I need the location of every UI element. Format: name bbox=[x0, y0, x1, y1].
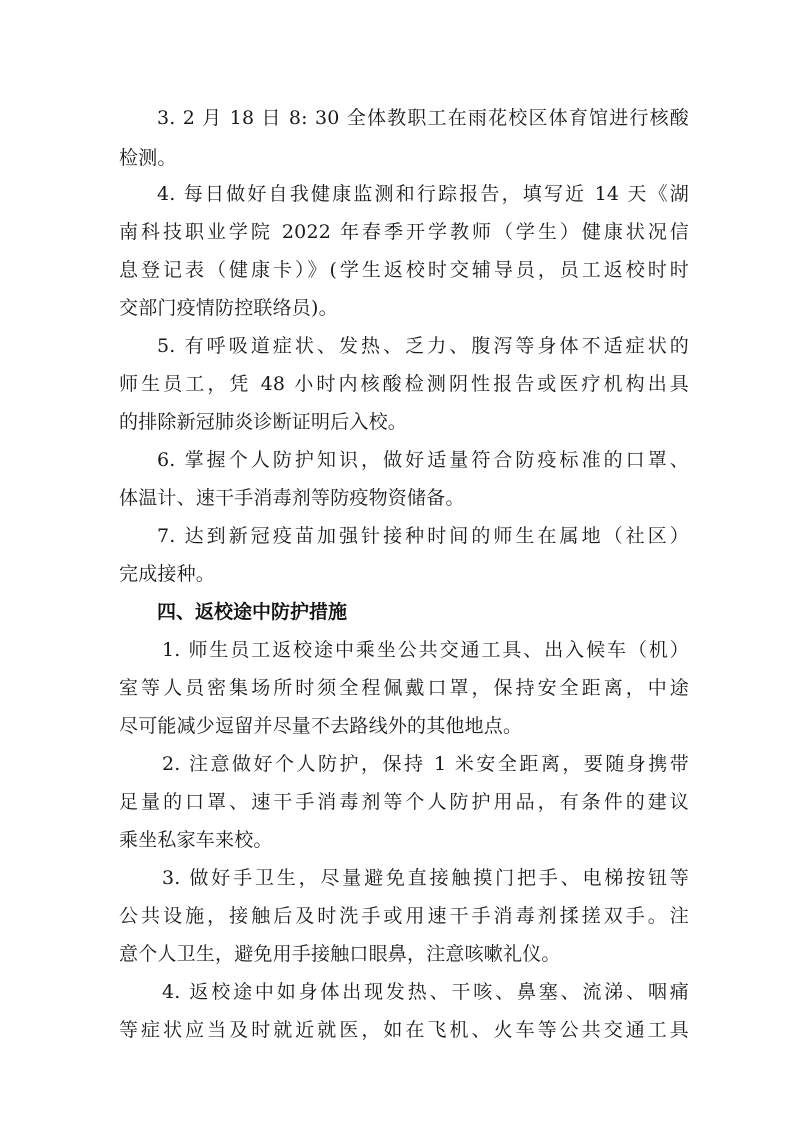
text-line: 体温计、速干手消毒剂等防疫物资储备。 bbox=[119, 487, 465, 509]
text-line: 尽可能减少逗留并尽量不去路线外的其他地点。 bbox=[119, 715, 523, 737]
text-line: 7. 达到新冠疫苗加强针接种时间的师生在属地（社区） bbox=[157, 525, 689, 547]
text-line: 乘坐私家车来校。 bbox=[119, 829, 273, 851]
text-line: 交部门疫情防控联络员)。 bbox=[119, 297, 338, 319]
text-line: 师生员工，凭 48 小时内核酸检测阴性报告或医疗机构出具 bbox=[119, 373, 689, 395]
text-line: 3. 做好手卫生，尽量避免直接触摸门把手、电梯按钮等 bbox=[162, 867, 689, 889]
text-line: 4. 每日做好自我健康监测和行踪报告，填写近 14 天《湖 bbox=[157, 183, 689, 205]
text-line: 南科技职业学院 2022 年春季开学教师（学生）健康状况信 bbox=[119, 221, 689, 243]
text-line: 完成接种。 bbox=[119, 563, 216, 585]
text-line: 等症状应当及时就近就医，如在飞机、火车等公共交通工具 bbox=[119, 1019, 689, 1041]
text-line: 息登记表（健康卡）》(学生返校时交辅导员，员工返校时时 bbox=[119, 259, 689, 281]
text-line: 的排除新冠肺炎诊断证明后入校。 bbox=[119, 411, 408, 433]
text-line: 3. 2 月 18 日 8: 30 全体教职工在雨花校区体育馆进行核酸 bbox=[157, 107, 689, 129]
text-line: 公共设施，接触后及时洗手或用速干手消毒剂揉搓双手。注 bbox=[119, 905, 689, 927]
text-line: 2. 注意做好个人防护，保持 1 米安全距离，要随身携带 bbox=[162, 753, 689, 775]
text-line: 4. 返校途中如身体出现发热、干咳、鼻塞、流涕、咽痛 bbox=[162, 981, 689, 1003]
text-line: 1. 师生员工返校途中乘坐公共交通工具、出入候车（机） bbox=[162, 639, 689, 661]
text-line: 5. 有呼吸道症状、发热、乏力、腹泻等身体不适症状的 bbox=[157, 335, 689, 357]
text-line: 6. 掌握个人防护知识，做好适量符合防疫标准的口罩、 bbox=[157, 449, 689, 471]
text-line: 足量的口罩、速干手消毒剂等个人防护用品，有条件的建议 bbox=[119, 791, 689, 813]
section-heading: 四、返校途中防护措施 bbox=[157, 601, 348, 623]
text-line: 室等人员密集场所时须全程佩戴口罩，保持安全距离，中途 bbox=[119, 677, 689, 699]
text-line: 意个人卫生，避免用手接触口眼鼻，注意咳嗽礼仪。 bbox=[119, 943, 561, 965]
text-line: 检测。 bbox=[119, 147, 177, 169]
